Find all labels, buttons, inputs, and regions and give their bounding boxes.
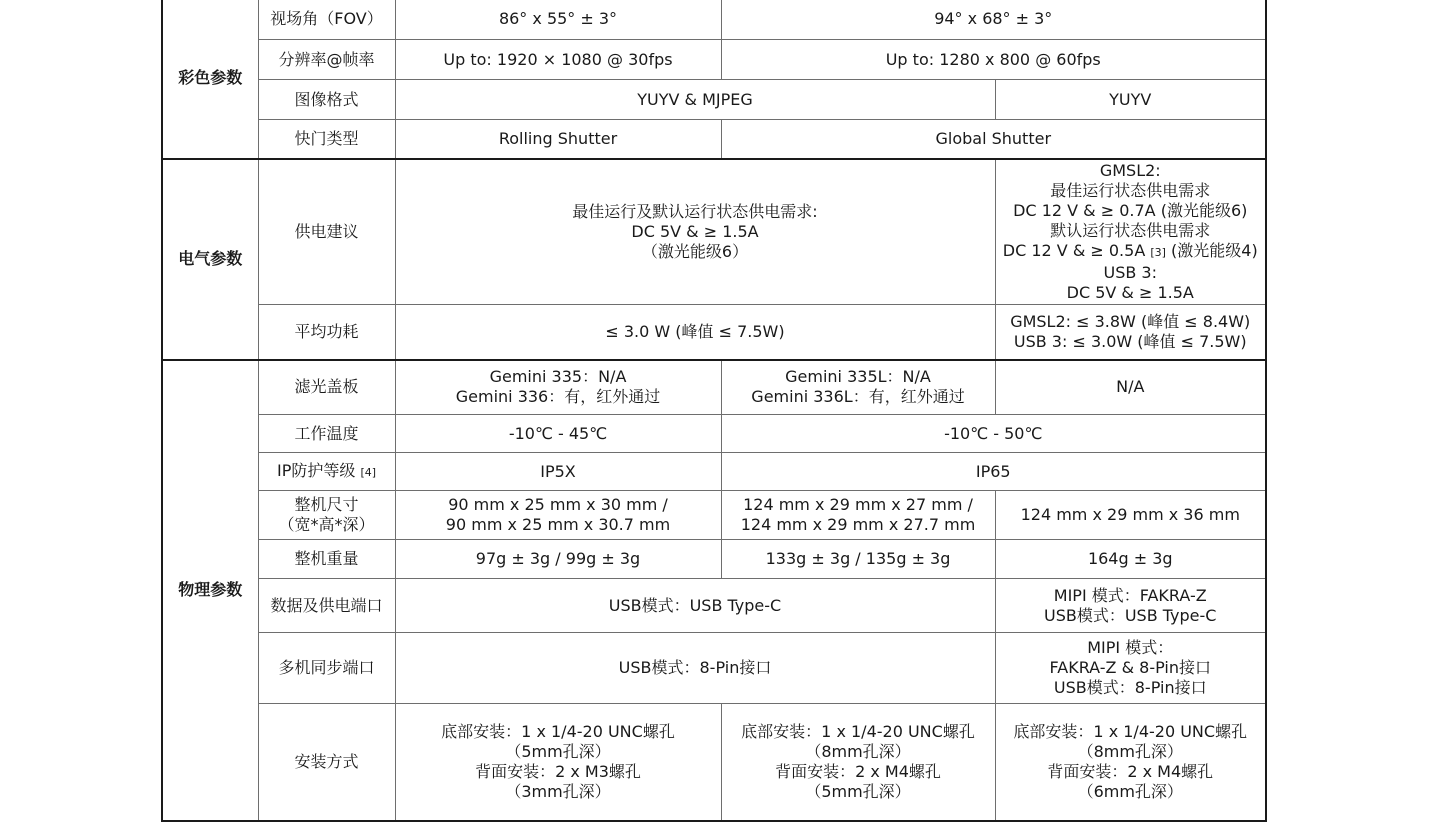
power-supply-c-line: DC 12 V & ≥ 0.7A (激光能级6) — [1013, 200, 1248, 220]
value-data-port-ab: USB模式：USB Type-C — [395, 579, 995, 633]
power-supply-ab-line: DC 5V & ≥ 1.5A — [631, 221, 759, 241]
value-fov-a: 86° x 55° ± 3° — [395, 0, 721, 40]
mount-c-line: （6mm孔深） — [1077, 781, 1183, 801]
row-fov — [162, 0, 1266, 40]
power-supply-c-line: USB 3: — [1103, 262, 1157, 282]
value-size-a — [395, 491, 721, 540]
data-port-c-line: MIPI 模式：FAKRA-Z — [1053, 585, 1207, 605]
row-weight — [162, 540, 1266, 579]
sync-port-c-line: USB模式：8-Pin接口 — [1053, 678, 1207, 697]
value-shutter-a: Rolling Shutter — [395, 120, 721, 159]
category-physical: 物理参数 — [162, 360, 258, 821]
row-power-supply — [162, 159, 1266, 305]
footnote-ref-3: [3] — [1150, 245, 1166, 259]
label-ip — [258, 453, 395, 491]
value-size-c: 124 mm x 29 mm x 36 mm — [995, 491, 1266, 540]
row-resolution — [162, 40, 1266, 80]
filter-a-line: Gemini 336：有，红外通过 — [455, 387, 661, 407]
row-temp — [162, 415, 1266, 453]
size-label-line: 整机尺寸 — [294, 495, 359, 514]
power-supply-c-laser: (激光能级4) — [1171, 240, 1258, 260]
category-color: 彩色参数 — [162, 0, 258, 159]
value-weight-c: 164g ± 3g — [995, 540, 1266, 579]
filter-b-line: Gemini 336L：有，红外通过 — [751, 387, 965, 407]
value-ip-bc: IP65 — [721, 453, 1266, 491]
power-avg-c-line: GMSL2: ≤ 3.8W (峰值 ≤ 8.4W) — [1010, 311, 1251, 331]
category-electrical: 电气参数 — [162, 159, 258, 360]
power-supply-ab-line: 最佳运行及默认运行状态供电需求: — [572, 201, 818, 221]
power-supply-ab-line: （激光能级6） — [641, 241, 749, 261]
label-fov: 视场角（FOV） — [258, 0, 395, 40]
value-power-avg-ab: ≤ 3.0 W (峰值 ≤ 7.5W) — [395, 305, 995, 360]
filter-a-line: Gemini 335：N/A — [489, 367, 627, 387]
data-port-c-line: USB模式：USB Type-C — [1044, 605, 1217, 625]
value-mount-a — [395, 704, 721, 821]
spec-table — [161, 0, 1267, 822]
size-a-line: 90 mm x 25 mm x 30 mm / — [448, 495, 668, 514]
label-resolution: 分辨率@帧率 — [258, 40, 395, 80]
mount-a-line: （3mm孔深） — [505, 781, 611, 801]
mount-a-line: （5mm孔深） — [505, 741, 611, 761]
value-mount-b — [721, 704, 995, 821]
row-filter — [162, 360, 1266, 415]
sync-port-c-line: FAKRA-Z & 8-Pin接口 — [1049, 658, 1211, 677]
label-filter: 滤光盖板 — [258, 360, 395, 415]
power-supply-c-line-ref — [998, 241, 1264, 263]
value-power-avg-c — [995, 305, 1266, 360]
value-shutter-b: Global Shutter — [721, 120, 1266, 159]
value-data-port-c — [995, 579, 1266, 633]
value-temp-a: -10℃ - 45℃ — [395, 415, 721, 453]
value-filter-a — [395, 360, 721, 415]
value-weight-a: 97g ± 3g / 99g ± 3g — [395, 540, 721, 579]
label-power-avg: 平均功耗 — [258, 305, 395, 360]
row-mount — [162, 704, 1266, 821]
label-sync-port: 多机同步端口 — [258, 633, 395, 704]
size-b-line: 124 mm x 29 mm x 27.7 mm — [740, 515, 976, 534]
row-shutter — [162, 120, 1266, 159]
value-filter-c: N/A — [995, 360, 1266, 415]
power-supply-c-line: GMSL2: — [1099, 160, 1161, 180]
label-data-port: 数据及供电端口 — [258, 579, 395, 633]
value-ip-a: IP5X — [395, 453, 721, 491]
row-sync-port — [162, 633, 1266, 704]
value-power-supply-ab — [395, 159, 995, 305]
value-fov-b: 94° x 68° ± 3° — [721, 0, 1266, 40]
power-supply-c-value: DC 12 V & ≥ 0.5A — [1002, 240, 1146, 260]
value-resolution-b: Up to: 1280 x 800 @ 60fps — [721, 40, 1266, 80]
size-a-line: 90 mm x 25 mm x 30.7 mm — [445, 515, 671, 534]
value-weight-b: 133g ± 3g / 135g ± 3g — [721, 540, 995, 579]
label-shutter: 快门类型 — [258, 120, 395, 159]
value-format-c: YUYV — [995, 80, 1266, 120]
mount-b-line: 底部安装：1 x 1/4-20 UNC螺孔 — [741, 721, 975, 741]
value-resolution-a: Up to: 1920 × 1080 @ 30fps — [395, 40, 721, 80]
mount-a-line: 背面安装：2 x M3螺孔 — [475, 761, 641, 781]
row-data-port — [162, 579, 1266, 633]
power-supply-c-line: DC 5V & ≥ 1.5A — [1066, 282, 1194, 302]
mount-b-line: （8mm孔深） — [805, 741, 911, 761]
mount-c-line: 底部安装：1 x 1/4-20 UNC螺孔 — [1013, 721, 1248, 741]
value-size-b — [721, 491, 995, 540]
value-power-supply-c — [995, 159, 1266, 305]
sync-port-c-line: MIPI 模式： — [1087, 638, 1174, 657]
label-size — [258, 491, 395, 540]
mount-b-line: 背面安装：2 x M4螺孔 — [775, 761, 941, 781]
power-supply-c-line: 最佳运行状态供电需求 — [1050, 180, 1211, 200]
row-ip — [162, 453, 1266, 491]
value-temp-bc: -10℃ - 50℃ — [721, 415, 1266, 453]
mount-a-line: 底部安装：1 x 1/4-20 UNC螺孔 — [441, 721, 675, 741]
size-b-line: 124 mm x 29 mm x 27 mm / — [743, 495, 973, 514]
footnote-ref-4: [4] — [360, 465, 377, 479]
mount-b-line: （5mm孔深） — [805, 781, 911, 801]
mount-c-line: （8mm孔深） — [1077, 741, 1183, 761]
value-sync-port-c — [995, 633, 1266, 704]
power-supply-c-line: 默认运行状态供电需求 — [1050, 220, 1211, 240]
label-power-supply: 供电建议 — [258, 159, 395, 305]
row-power-avg — [162, 305, 1266, 360]
label-weight: 整机重量 — [258, 540, 395, 579]
filter-b-line: Gemini 335L：N/A — [785, 367, 931, 387]
row-size — [162, 491, 1266, 540]
power-avg-c-line: USB 3: ≤ 3.0W (峰值 ≤ 7.5W) — [1013, 331, 1247, 351]
ip-label-text: IP防护等级 — [276, 460, 356, 480]
value-sync-port-ab: USB模式：8-Pin接口 — [395, 633, 995, 704]
label-format: 图像格式 — [258, 80, 395, 120]
label-temp: 工作温度 — [258, 415, 395, 453]
value-filter-b — [721, 360, 995, 415]
value-mount-c — [995, 704, 1266, 821]
size-label-line: （宽*高*深） — [278, 515, 375, 534]
label-mount: 安装方式 — [258, 704, 395, 821]
row-format — [162, 80, 1266, 120]
value-format-ab: YUYV & MJPEG — [395, 80, 995, 120]
mount-c-line: 背面安装：2 x M4螺孔 — [1047, 761, 1214, 781]
